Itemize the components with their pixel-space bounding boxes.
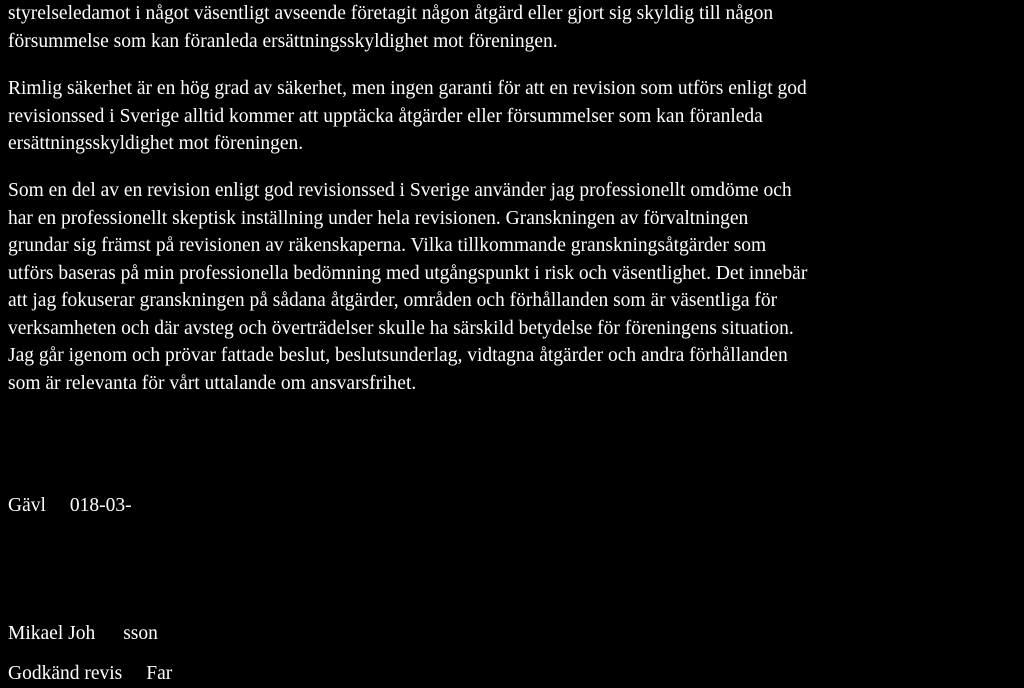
place-text: Gävl — [8, 495, 46, 516]
text-line: har en professionellt skeptisk inställning under hela revisionen. Granskningen av förvaltningen — [8, 207, 749, 229]
paragraph-2 — [8, 75, 807, 158]
signature-name-part-2: sson — [123, 623, 158, 644]
text-line: som är relevanta för vårt uttalande om ansvarsfrihet. — [8, 372, 417, 394]
text-line: Som en del av en revision enligt god revisionssed i Sverige använder jag professionellt omdöme och — [8, 180, 792, 201]
text-line: Rimlig säkerhet är en hög grad av säkerhet, men ingen garanti för att en revision som utförs enligt god — [8, 78, 807, 99]
text-line: revisionssed i Sverige alltid kommer att upptäcka åtgärder eller försummelser som kan föranleda — [8, 105, 763, 127]
paragraph-3 — [8, 177, 807, 397]
signature-name-part-1: Mikael Joh — [8, 623, 96, 644]
signature-name — [8, 620, 158, 648]
text-line: styrelseledamot i något väsentligt avseende företagit någon åtgärd eller gjort sig skyldig till någon — [8, 3, 774, 24]
text-line: utförs baseras på min professionella bedömning med utgångspunkt i risk och väsentlighet. Det innebär — [8, 262, 808, 284]
place-and-date — [8, 492, 132, 520]
paragraph-1 — [8, 0, 773, 55]
text-line: Jag går igenom och prövar fattade beslut, beslutsunderlag, vidtagna åtgärder och andra förhållanden — [8, 345, 788, 366]
signature-title-part-2: Far — [146, 663, 173, 684]
text-line: att jag fokuserar granskningen på sådana åtgärder, områden och förhållanden som är väsentliga för — [8, 290, 778, 311]
text-line: verksamheten och där avsteg och överträdelser skulle ha särskild betydelse för föreningens situation. — [8, 317, 794, 339]
date-text: 018-03- — [69, 495, 132, 516]
signature-title-part-1: Godkänd revis — [8, 663, 123, 684]
text-line: grundar sig främst på revisionen av räkenskaperna. Vilka tillkommande granskningsåtgärder som — [8, 235, 767, 256]
text-line: försummelse som kan föranleda ersättningsskyldighet mot föreningen. — [8, 30, 558, 52]
text-line: ersättningsskyldighet mot föreningen. — [8, 133, 304, 154]
signature-title — [8, 660, 172, 688]
